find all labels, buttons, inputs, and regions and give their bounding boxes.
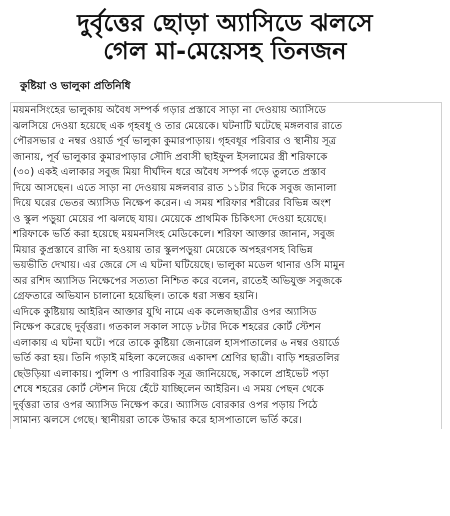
headline [0,0,450,71]
headline-line-2: গেল মা-মেয়েসহ তিনজন [103,36,347,65]
paragraph-1-line: (৩০) একই এলাকার সবুজ মিয়া দীর্ঘদিন ধরে অবৈধ সম্পর্ক গড়ে তুলতে প্রস্তাব [13,167,327,179]
paragraph-2-line: শেষে শহরের কোর্ট স্টেশন দিয়ে হেঁটে যাচ্ছিলেন আইরিন। এ সময় পেছন থেকে [13,384,324,396]
paragraph-2-line: দুর্বৃত্তরা তার ওপর অ্যাসিড নিক্ষেপ করে। অ্যাসিড বোরকার ওপর পড়ায় পিঠে [13,399,318,411]
article-body [10,102,442,429]
byline: কুষ্টিয়া ও ভালুকা প্রতিনিধি [20,80,131,93]
paragraph-2-line: নিক্ষেপ করেছে দুর্বৃত্তরা। গতকাল সকাল সাড়ে ৮টার দিকে শহরের কোর্ট স্টেশন [13,322,321,334]
paragraph-2 [11,305,441,429]
paragraph-2-line: সামান্য ঝলসে গেছে। স্থানীয়রা তাকে উদ্ধার করে হাসপাতালে ভর্তি করে। [13,415,302,427]
paragraph-1-line: দিয়ে ঘরের ভেতর অ্যাসিড নিক্ষেপ করেন। এ সময় শরিফার শরীরের বিভিন্ন অংশ [13,198,331,210]
headline-line-1: দুর্বৃত্তের ছোড়া অ্যাসিডে ঝলসে [77,9,373,37]
paragraph-1-line: দিয়ে আসছেন। এতে সাড়া না দেওয়ায় মঙ্গলবার রাত ১১টার দিকে সবুজ জানালা [13,182,337,194]
paragraph-1-line: ময়মনসিংহের ভালুকায় অবৈধ সম্পর্ক গড়ার প্রস্তাবে সাড়া না দেওয়ায় অ্যাসিডে [13,105,326,117]
paragraph-1-line: গ্রেফতারে অভিযান চালানো হয়েছিল। তাকে ধরা সম্ভব হয়নি। [13,291,258,303]
paragraph-2-line: ভর্তি করা হয়। তিনি গড়াই মহিলা কলেজের একাদশ শ্রেণির ছাত্রী। বাড়ি শহরতলির [13,353,340,365]
paragraph-1-line: ভয়ভীতি দেখায়। এর জেরে সে এ ঘটনা ঘটিয়েছে। ভালুকা মডেল থানার ওসি মামুন [13,260,345,272]
paragraph-1-line: মিয়ার কুপ্রস্তাবে রাজি না হওয়ায় তার স্কুলপড়ুয়া মেয়েকে অপহরণসহ বিভিন্ন [13,244,313,256]
paragraph-1-line: ঝলসিয়ে দেওয়া হয়েছে এক গৃহবধূ ও তার মেয়েকে। ঘটনাটি ঘটেছে মঙ্গলবার রাতে [13,120,343,132]
paragraph-1-line: ও স্কুল পড়ুয়া মেয়ের পা ঝলছে যায়। মেয়েকে প্রাথমিক চিকিৎসা দেওয়া হয়েছে। [13,213,327,225]
paragraph-1 [11,103,441,305]
paragraph-2-line: এদিকে কুষ্টিয়ায় আইরিন আক্তার যুথি নামে এক কলেজছাত্রীর ওপর অ্যাসিড [13,306,317,318]
paragraph-2-line: এলাকায় এ ঘটনা ঘটে। পরে তাকে কুষ্টিয়া জেনারেল হাসপাতালের ৬ নম্বর ওয়ার্ডে [13,337,340,349]
paragraph-1-line: জানায়, পূর্ব ভালুকার কুমারপাড়ার সৌদি প্রবাসী ছাইফুল ইসলামের স্ত্রী শরিফাকে [13,151,328,163]
paragraph-1-line: শরিফাকে ভর্তি করা হয়েছে ময়মনসিংহ মেডিকেলে। শরিফা আক্তার জানান, সবুজ [13,229,335,241]
paragraph-1-line: পৌরসভার ৫ নম্বর ওয়ার্ড পূর্ব ভালুকা কুমারপাড়ায়। গৃহবধূর পরিবার ও স্থানীয় সূত্র [13,136,337,148]
paragraph-1-line: অর রশিদ অ্যাসিড নিক্ষেপের সত্যতা নিশ্চিত করে বলেন, রাতেই অভিযুক্ত সবুজকে [13,275,343,287]
paragraph-2-line: ছেউড়িয়া এলাকায়। পুলিশ ও পারিবারিক সূত্র জানিয়েছে, সকালে প্রাইভেট পড়া [13,368,329,380]
